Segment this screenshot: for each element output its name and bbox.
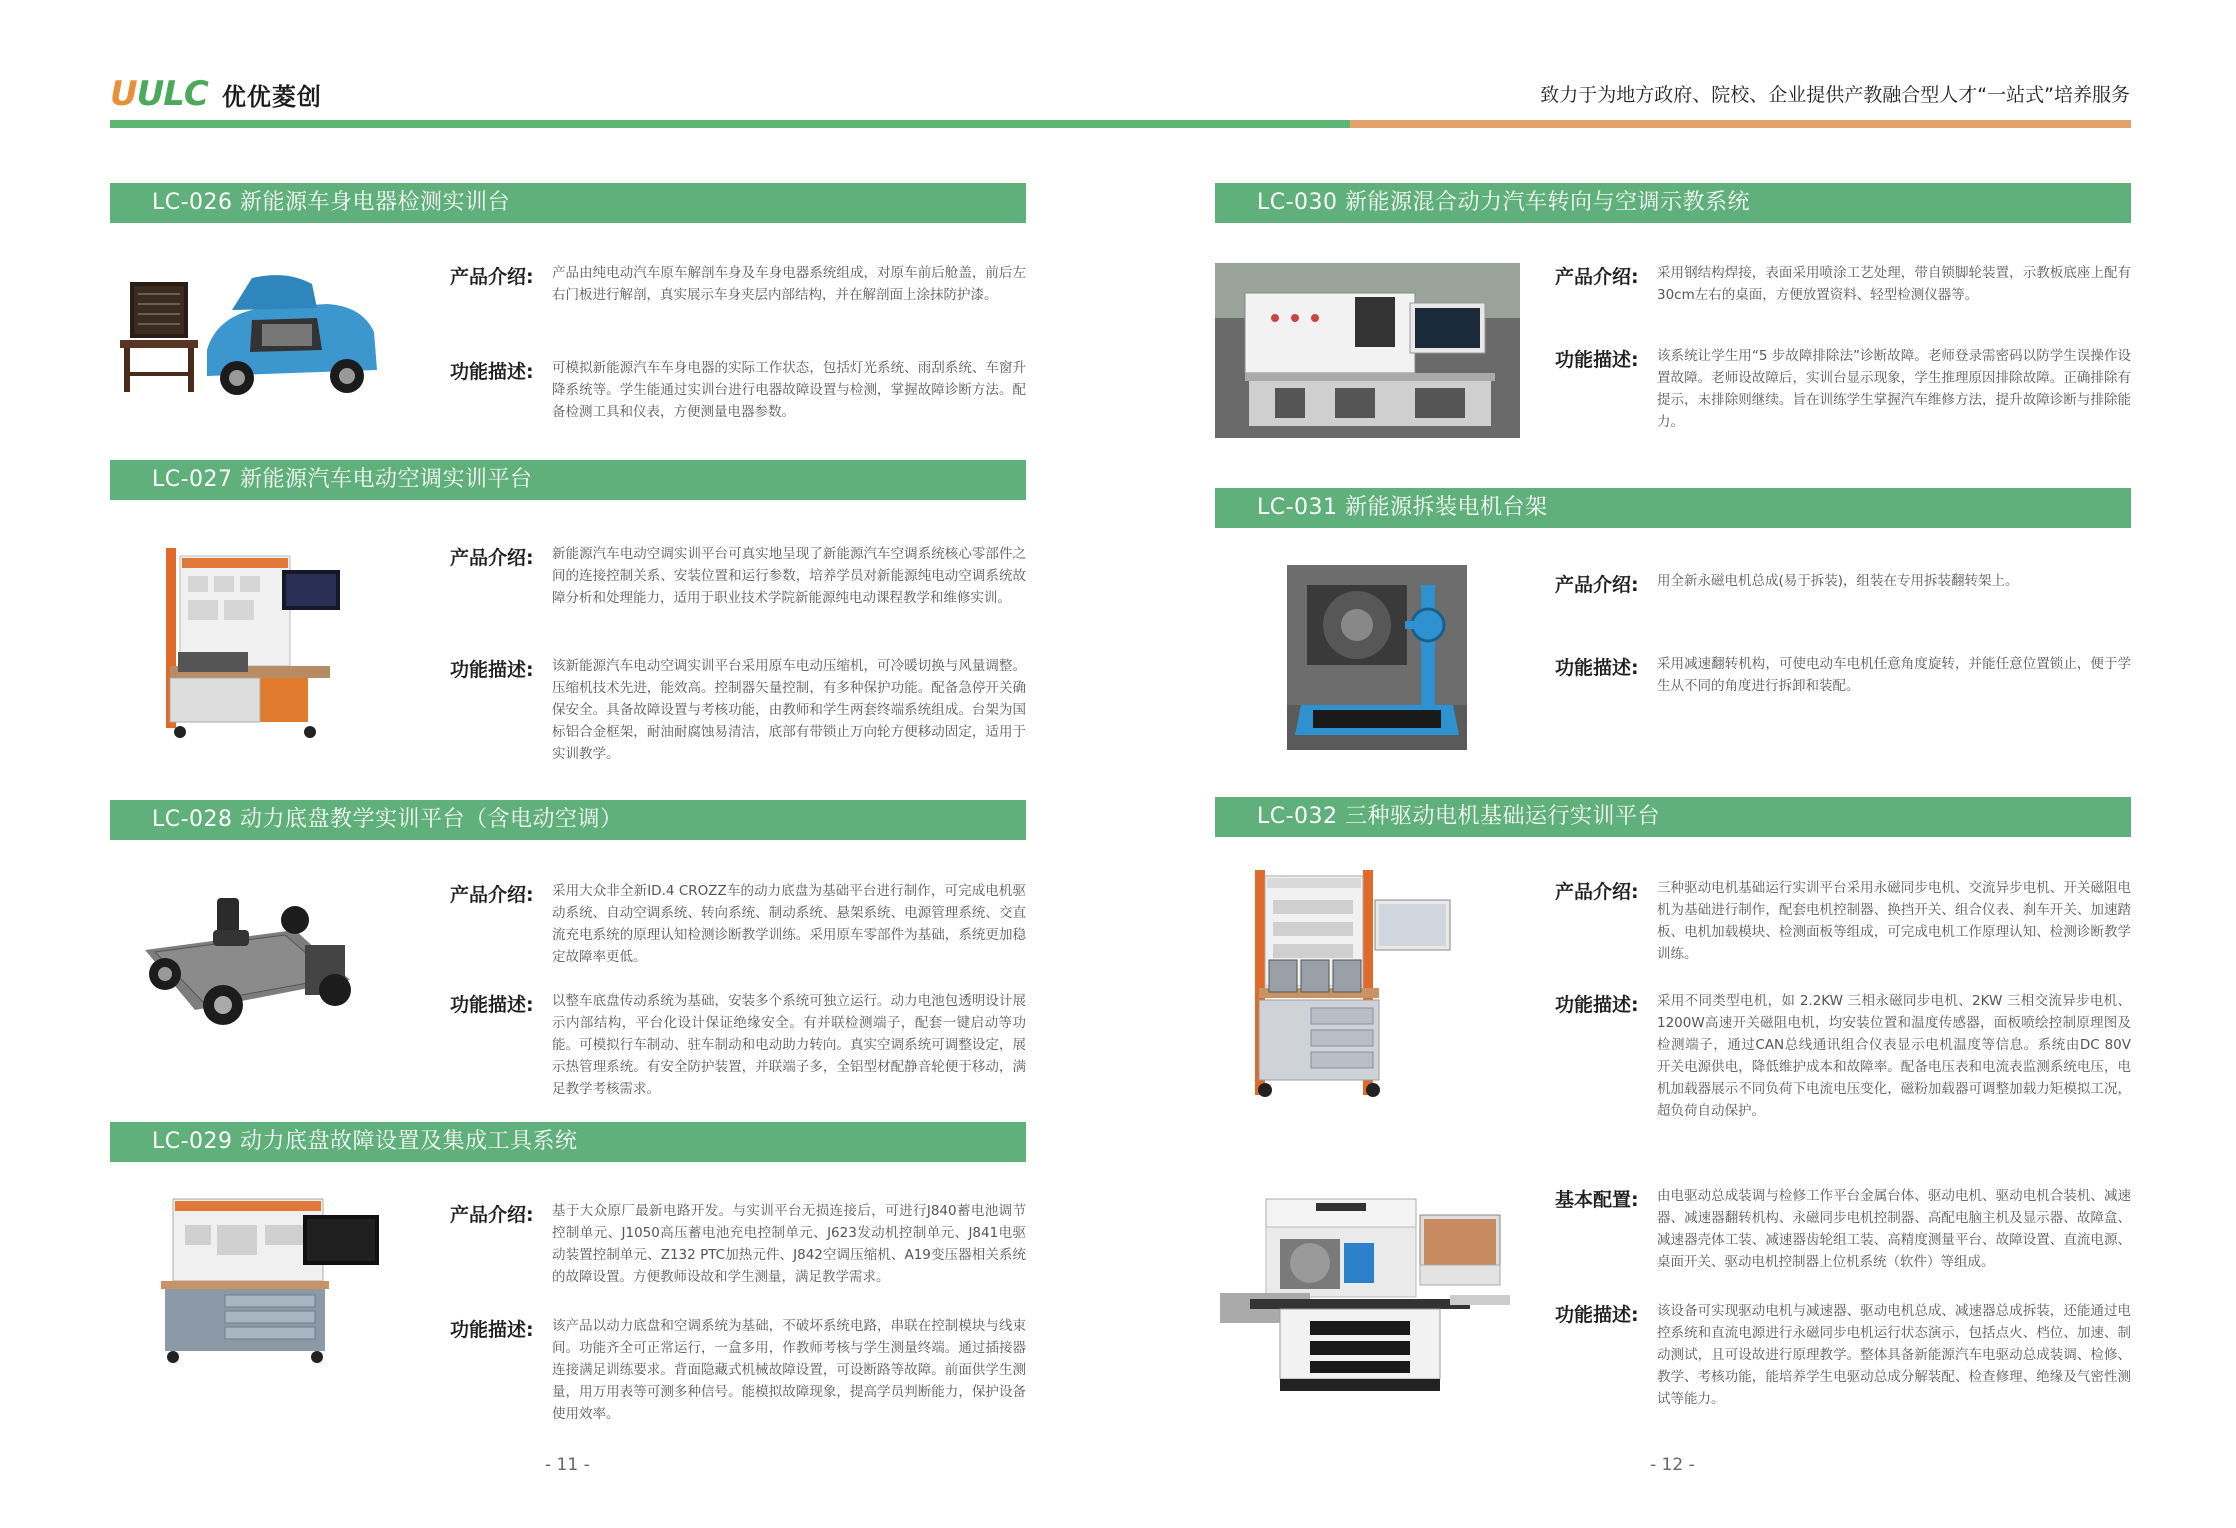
page-number-right: - 12 - xyxy=(1650,1455,1695,1475)
product-image-lc028 xyxy=(135,890,360,1030)
label-intro-lc028: 产品介绍: xyxy=(450,884,534,906)
header-slogan: 致力于为地方政府、院校、企业提供产教融合型人才“一站式”培养服务 xyxy=(1540,84,2130,106)
intro-text-lc030: 采用钢结构焊接，表面采用喷涂工艺处理，带自锁脚轮装置，示教板底座上配有30cm左右的桌面，方便放置资料、轻型检测仪器等。 xyxy=(1657,265,2131,303)
product-image-lc027 xyxy=(160,548,360,743)
label-intro-lc031: 产品介绍: xyxy=(1555,574,1639,596)
logo-mark: UULC xyxy=(110,74,208,114)
intro-text-lc029: 基于大众原厂最新电路开发。与实训平台无损连接后，可进行J840蓄电池调节控制单元、J1050高压蓄电池充电控制单元、J623发动机控制单元、J841电驱动装置控制单元、Z132 PTC加热元件、J842空调压缩机、A19变压器相关系统的故障设置。方便教师设故和学生测量，满足教学需求。 xyxy=(552,1203,1026,1285)
label-function-lc027: 功能描述: xyxy=(450,659,534,681)
section-title-lc026: LC-026 新能源车身电器检测实训台 xyxy=(110,183,1026,223)
label-intro-lc029: 产品介绍: xyxy=(450,1204,534,1226)
function-text-lc028: 以整车底盘传动系统为基础，安装多个系统可独立运行。动力电池包透明设计展示内部结构，平台化设计保证绝缘安全。有并联检测端子，配套一键启动等功能。可模拟行车制动、驻车制动和电动助力转向。真实空调系统可调整设定，展示热管理系统。有安全防护装置，并联端子多，全铝型材配静音轮便于移动，满足教学考核需求。 xyxy=(552,993,1026,1097)
label-function-lc032: 功能描述: xyxy=(1555,994,1639,1016)
intro-text-lc027: 新能源汽车电动空调实训平台可真实地呈现了新能源汽车空调系统核心零部件之间的连接控制关系、安装位置和运行参数，培养学员对新能源纯电动空调系统故障分析和处理能力，适用于职业技术学院新能源纯电动课程教学和维修实训。 xyxy=(552,546,1026,606)
brand-logo xyxy=(110,74,322,114)
product-image-lc031 xyxy=(1287,565,1467,750)
label-intro-lc032: 产品介绍: xyxy=(1555,881,1639,903)
section-title-lc031: LC-031 新能源拆装电机台架 xyxy=(1215,488,2131,528)
product-image-drive-platform xyxy=(1220,1195,1520,1405)
product-image-lc026 xyxy=(112,260,387,410)
label-function-lc026: 功能描述: xyxy=(450,361,534,383)
function-text-lc031: 采用减速翻转机构，可使电动车电机任意角度旋转，并能任意位置锁止，便于学生从不同的角度进行拆卸和装配。 xyxy=(1657,656,2131,694)
page-number-left: - 11 - xyxy=(545,1455,590,1475)
function-text-lc029: 该产品以动力底盘和空调系统为基础，不破坏系统电路，串联在控制模块与线束间。功能齐全可正常运行，一盒多用，作教师考核与学生测量终端。通过插接器连接满足训练要求。背面隐藏式机械故障设置，可设断路等故障。前面供学生测量，用万用表等可测多种信号。能模拟故障现象，提高学员判断能力，保护设备使用效率。 xyxy=(552,1318,1026,1422)
label-function-lc028: 功能描述: xyxy=(450,994,534,1016)
label-config-drive-platform: 基本配置: xyxy=(1555,1189,1639,1211)
label-intro-lc027: 产品介绍: xyxy=(450,547,534,569)
header-divider-orange xyxy=(1350,120,2131,128)
section-title-lc030: LC-030 新能源混合动力汽车转向与空调示教系统 xyxy=(1215,183,2131,223)
section-title-lc032: LC-032 三种驱动电机基础运行实训平台 xyxy=(1215,797,2131,837)
section-title-lc029: LC-029 动力底盘故障设置及集成工具系统 xyxy=(110,1122,1026,1162)
label-function-lc031: 功能描述: xyxy=(1555,657,1639,679)
function-text-lc026: 可模拟新能源汽车车身电器的实际工作状态，包括灯光系统、雨刮系统、车窗升降系统等。学生能通过实训台进行电器故障设置与检测，掌握故障诊断方法。配备检测工具和仪表，方便测量电器参数。 xyxy=(552,360,1026,420)
intro-text-lc031: 用全新永磁电机总成(易于拆装)，组装在专用拆装翻转架上。 xyxy=(1657,573,2019,589)
function-text-lc030: 该系统让学生用“5 步故障排除法”诊断故障。老师登录需密码以防学生误操作设置故障。老师设故障后，实训台显示现象，学生推理原因排除故障。正确排除有提示，未排除则继续。旨在训练学生掌握汽车维修方法，提升故障诊断与排除能力。 xyxy=(1657,348,2131,430)
product-image-lc032 xyxy=(1245,870,1510,1110)
intro-text-lc028: 采用大众非全新ID.4 CROZZ车的动力底盘为基础平台进行制作，可完成电机驱动系统、自动空调系统、转向系统、制动系统、悬架系统、电源管理系统、交直流充电系统的原理认知检测诊断教学训练。采用原车零部件为基础，系统更加稳定故障率更低。 xyxy=(552,883,1026,965)
intro-text-lc026: 产品由纯电动汽车原车解剖车身及车身电器系统组成，对原车前后舱盖，前后左右门板进行解剖，真实展示车身夹层内部结构，并在解剖面上涂抹防护漆。 xyxy=(552,265,1026,303)
function-text-lc027: 该新能源汽车电动空调实训平台采用原车电动压缩机，可冷暖切换与风量调整。压缩机技术先进，能效高。控制器矢量控制，有多种保护功能。配备急停开关确保安全。具备故障设置与考核功能，由教师和学生两套终端系统组成。台架为国标铝合金框架，耐油耐腐蚀易清洁，底部有带锁止万向轮方便移动固定，适用于实训教学。 xyxy=(552,658,1026,762)
function-text-drive-platform: 该设备可实现驱动电机与减速器、驱动电机总成、减速器总成拆装，还能通过电控系统和直流电源进行永磁同步电机运行状态演示，包括点火、档位、加速、制动测试，且可设故进行原理教学。整体具备新能源汽车电驱动总成装调、检修、教学、考核功能，能培养学生电驱动总成分解装配、检查修理、绝缘及气密性测试等能力。 xyxy=(1657,1303,2131,1407)
brand-name: 优优菱创 xyxy=(221,82,322,111)
product-image-lc029 xyxy=(155,1195,385,1363)
label-function-lc030: 功能描述: xyxy=(1555,349,1639,371)
intro-text-lc032: 三种驱动电机基础运行实训平台采用永磁同步电机、交流异步电机、开关磁阻电机为基础进行制作，配套电机控制器、换挡开关、组合仪表、刹车开关、加速踏板、电机加载模块、检测面板等组成，可完成电机工作原理认知、检测诊断教学训练。 xyxy=(1657,880,2131,962)
label-function-lc029: 功能描述: xyxy=(450,1319,534,1341)
label-intro-lc030: 产品介绍: xyxy=(1555,266,1639,288)
function-text-lc032: 采用不同类型电机，如 2.2KW 三相永磁同步电机、2KW 三相交流异步电机、1200W高速开关磁阻电机，均安装位置和温度传感器，面板喷绘控制原理图及检测端子，通过CAN总线通讯组合仪表显示电机温度等信息。系统由DC 80V 开关电源供电，降低维护成本和故障率。配备电压表和电流表监测系统电压，电机加载器展示不同负荷下电流电压变化，磁粉加载器可调整加载力矩模拟工况，超负荷自动保护。 xyxy=(1657,993,2131,1119)
label-function-drive-platform: 功能描述: xyxy=(1555,1304,1639,1326)
section-title-lc027: LC-027 新能源汽车电动空调实训平台 xyxy=(110,460,1026,500)
product-image-lc030 xyxy=(1215,263,1520,438)
label-intro-lc026: 产品介绍: xyxy=(450,266,534,288)
section-title-lc028: LC-028 动力底盘教学实训平台（含电动空调） xyxy=(110,800,1026,840)
config-text-drive-platform: 由电驱动总成装调与检修工作平台金属台体、驱动电机、驱动电机合装机、减速器、减速器翻转机构、永磁同步电机控制器、高配电脑主机及显示器、故障盒、减速器壳体工装、减速器齿轮组工装、高精度测量平台、故障设置、直流电源、桌面开关、驱动电机控制器上位机系统（软件）等组成。 xyxy=(1657,1188,2131,1270)
header-divider-green xyxy=(110,120,1350,128)
